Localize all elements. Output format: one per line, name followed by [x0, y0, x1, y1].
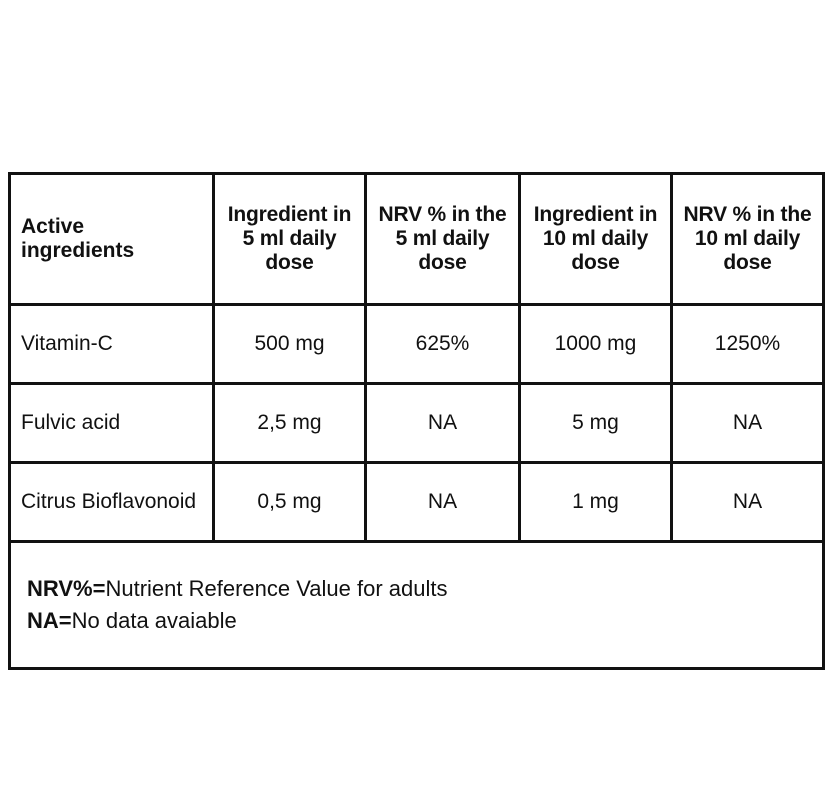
table-footnotes [10, 542, 824, 669]
footnote-na-abbr: NA= [27, 608, 72, 633]
header-ingredient-10ml: Ingredient in 10 ml daily dose [520, 174, 672, 305]
table-row [10, 305, 824, 384]
cell-ingredient-name: Vitamin-C [10, 305, 214, 384]
cell-nrv-5ml: 625% [366, 305, 520, 384]
table-footnote-row [10, 542, 824, 669]
table-body [10, 305, 824, 669]
cell-ingredient-name: Citrus Bioflavonoid [10, 463, 214, 542]
table-row [10, 384, 824, 463]
footnote-nrv [27, 573, 808, 605]
cell-ingredient-name: Fulvic acid [10, 384, 214, 463]
cell-ingredient-5ml: 0,5 mg [214, 463, 366, 542]
header-ingredient-5ml: Ingredient in 5 ml daily dose [214, 174, 366, 305]
table-header [10, 174, 824, 305]
header-nrv-5ml: NRV % in the 5 ml daily dose [366, 174, 520, 305]
footnote-nrv-abbr: NRV%= [27, 576, 106, 602]
cell-nrv-10ml: 1250% [672, 305, 824, 384]
header-active-ingredients: Active ingredients [10, 174, 214, 305]
table-row [10, 463, 824, 542]
table-header-row [10, 174, 824, 305]
footnote-nrv-text: Nutrient Reference Value for adults [105, 576, 448, 602]
header-nrv-10ml: NRV % in the 10 ml daily dose [672, 174, 824, 305]
active-ingredients-table [8, 172, 825, 670]
footnote-na-text: No data avaiable [71, 608, 237, 633]
cell-nrv-10ml: NA [672, 463, 824, 542]
cell-nrv-5ml: NA [366, 463, 520, 542]
cell-ingredient-10ml: 1000 mg [520, 305, 672, 384]
cell-nrv-10ml: NA [672, 384, 824, 463]
footnote-na [27, 605, 808, 637]
cell-ingredient-10ml: 1 mg [520, 463, 672, 542]
nutrition-table-container [8, 172, 822, 670]
cell-ingredient-5ml: 500 mg [214, 305, 366, 384]
cell-nrv-5ml: NA [366, 384, 520, 463]
cell-ingredient-5ml: 2,5 mg [214, 384, 366, 463]
cell-ingredient-10ml: 5 mg [520, 384, 672, 463]
